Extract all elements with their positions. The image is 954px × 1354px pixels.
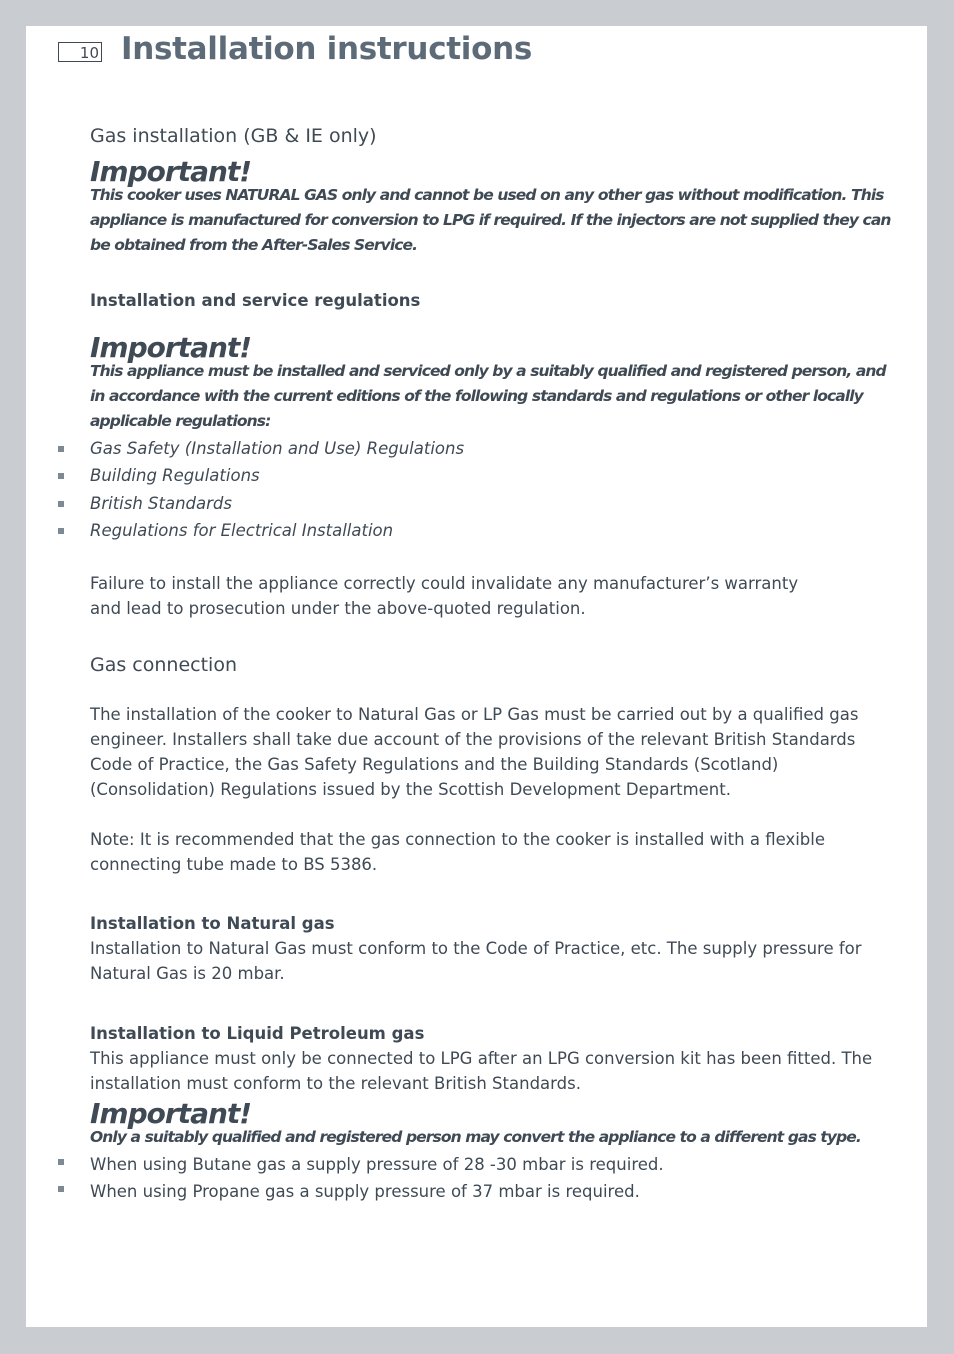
important-label: Important! [90, 1097, 252, 1131]
bullet-icon [58, 1186, 64, 1192]
list-item-text: When using Butane gas a supply pressure of 28 -30 mbar is required. [90, 1155, 664, 1175]
page-title: Installation instructions [121, 31, 533, 67]
list-item [90, 462, 900, 489]
section-heading: Installation to Natural gas [90, 914, 335, 934]
regulations-list [90, 435, 900, 544]
pressure-list [90, 1151, 900, 1206]
gas-connection-note: Note: It is recommended that the gas connection to the cooker is installed with a flexible connecting tube made to BS 5386. [90, 830, 826, 875]
bullet-icon [58, 528, 64, 534]
section-heading: Installation to Liquid Petroleum gas [90, 1024, 425, 1044]
manual-page [26, 26, 927, 1327]
list-item-text: British Standards [90, 493, 232, 513]
bullet-icon [58, 1159, 64, 1165]
section-heading: Gas installation (GB & IE only) [90, 125, 377, 147]
list-item [90, 490, 900, 517]
failure-text: Failure to install the appliance correctly could invalidate any manufacturer’s warranty and lead to prosecution under the above-quoted regulation. [90, 574, 799, 619]
bullet-icon [58, 473, 64, 479]
section-natural-gas [90, 911, 900, 986]
gas-connection-paragraph: The installation of the cooker to Natural Gas or LP Gas must be carried out by a qualified gas engineer. Installers shall take due account of the provisions of the relevant British Standards Code of Practice, the Gas Safety Regulations and the Building Standards (Scotland) (Consolidation) Regulations issued by the Scottish Development Department. [90, 705, 859, 800]
important-label: Important! [90, 155, 252, 188]
bullet-icon [58, 446, 64, 452]
important-label: Important! [90, 331, 252, 364]
list-item-text: Regulations for Electrical Installation [90, 520, 394, 540]
list-item [90, 517, 900, 544]
list-item [90, 1178, 900, 1205]
section-heading: Installation and service regulations [90, 291, 421, 310]
section-heading: Gas connection [90, 654, 237, 677]
important-warning: This appliance must be installed and serviced only by a suitably qualified and registered person, and in accordance with the current editions of the following standards and regulations or other locally applicable regulations: [90, 362, 886, 430]
list-item [90, 1151, 900, 1178]
section-gas-connection [90, 652, 900, 877]
lpg-text: This appliance must only be connected to LPG after an LPG conversion kit has been fitted. The installation must conform to the relevant British Standards. [90, 1049, 873, 1094]
natural-gas-text: Installation to Natural Gas must conform to the Code of Practice, etc. The supply pressure for Natural Gas is 20 mbar. [90, 939, 862, 984]
list-item-text: Building Regulations [90, 466, 260, 486]
page-number: 10 [58, 42, 102, 62]
list-item-text: Gas Safety (Installation and Use) Regulations [90, 439, 465, 458]
section-lpg [90, 1021, 900, 1206]
section-regulations [90, 288, 900, 621]
bullet-icon [58, 501, 64, 507]
list-item [90, 435, 900, 462]
important-warning: This cooker uses NATURAL GAS only and cannot be used on any other gas without modification. This appliance is manufactured for conversion to LPG if required. If the injectors are not supplied they can be obtained from the After-Sales Service. [90, 186, 891, 254]
section-gas-installation [90, 123, 900, 258]
list-item-text: When using Propane gas a supply pressure of 37 mbar is required. [90, 1182, 640, 1202]
important-warning: Only a suitably qualified and registered person may convert the appliance to a different gas type. [90, 1128, 861, 1147]
page-content [90, 122, 900, 1206]
